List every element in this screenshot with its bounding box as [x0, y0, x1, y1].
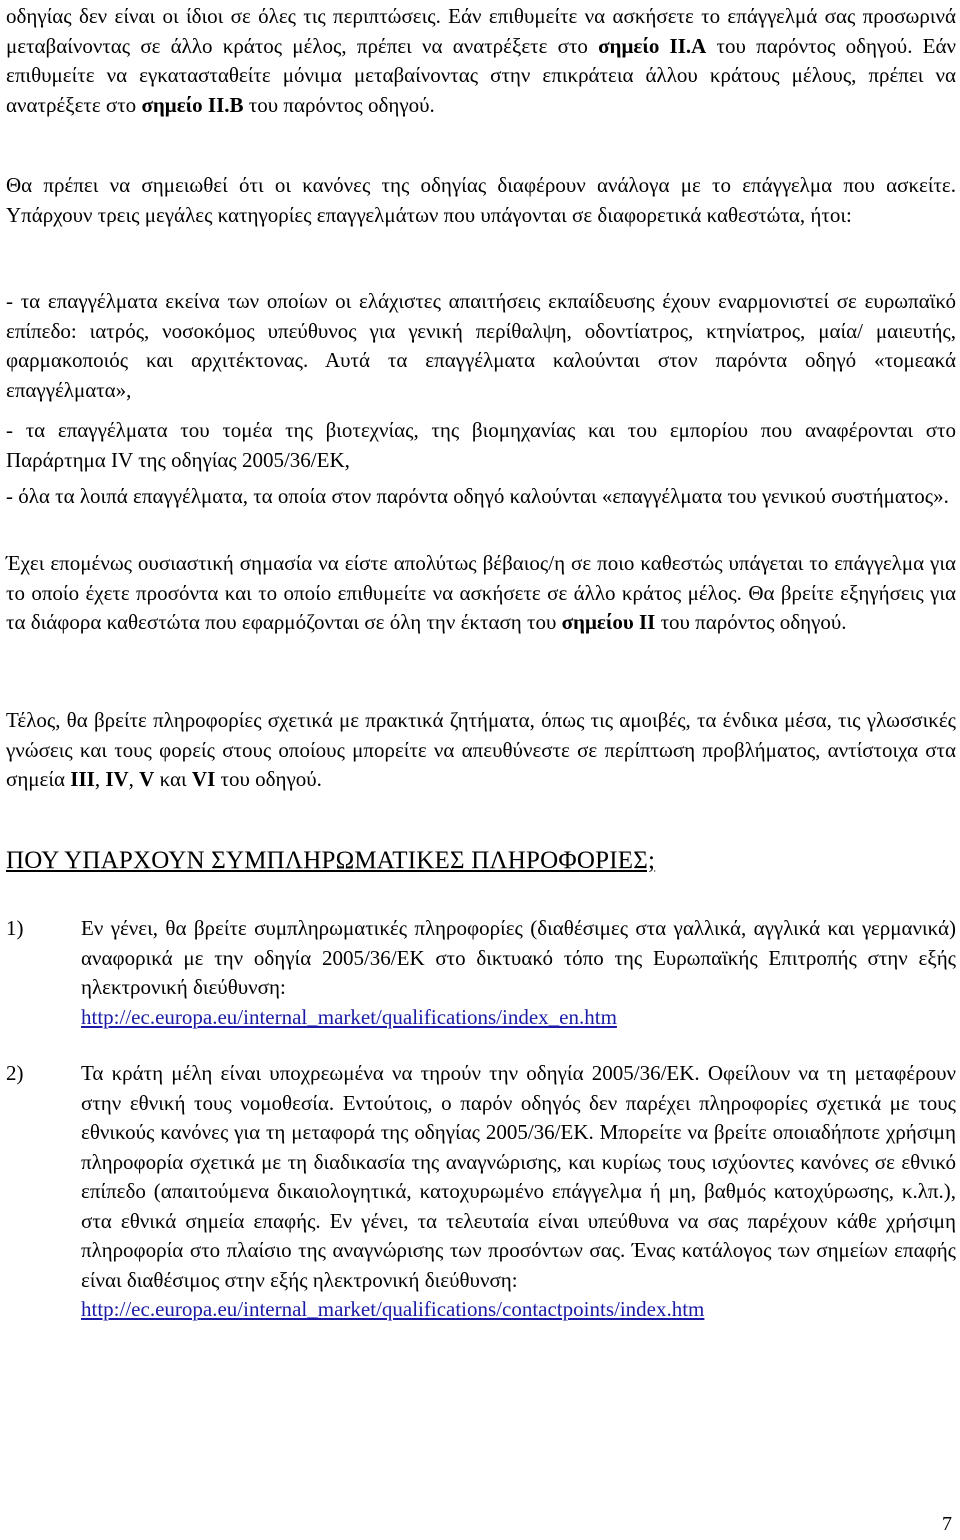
- section-ref-II: σημείου ΙΙ: [561, 610, 656, 634]
- contact-points-link[interactable]: http://ec.europa.eu/internal_market/qualifications/contactpoints/index.htm: [81, 1297, 705, 1321]
- item-number: 2): [6, 1061, 24, 1085]
- separator: και: [154, 767, 192, 791]
- category-general: [6, 482, 956, 512]
- section-heading: ΠΟΥ ΥΠΑΡΧΟΥΝ ΣΥΜΠΛΗΡΩΜΑΤΙΚΕΣ ΠΛΗΡΟΦΟΡΙΕΣ;: [6, 847, 656, 874]
- category-item: - όλα τα λοιπά επαγγέλματα, τα οποία στον παρόντα οδηγό καλούνται «επαγγέλματα του γενικού συστήματος».: [6, 484, 949, 508]
- categories-intro-paragraph: [6, 171, 956, 230]
- section-ref-III: ΙΙΙ: [70, 767, 95, 791]
- category-crafts: [6, 416, 956, 475]
- item-text: Εν γένει, θα βρείτε συμπληρωματικές πληροφορίες (διαθέσιμες στα γαλλικά, αγγλικά και γερμανικά) αναφορικά με την οδηγία 2005/36/ΕΚ στο δικτυακό τόπο της Ευρωπαϊκής Επιτροπής στην εξής ηλεκτρονική διεύθυνση:: [81, 916, 956, 999]
- practical-text-1: Τέλος, θα βρείτε πληροφορίες σχετικά με πρακτικά ζητήματα, όπως τις αμοιβές, τα ένδικα μέσα, τις γλωσσικές γνώσεις και τους φορείς στους οποίους μπορείτε να απευθύνεστε σε περίπτωση προβλήματος, αντίστοιχα στα σημεία: [6, 708, 956, 791]
- section-ref-VI: VI: [191, 767, 216, 791]
- category-sectoral: [6, 287, 956, 405]
- separator: ,: [128, 767, 140, 791]
- section-ref-IIB: σημείο ΙΙ.Β: [141, 92, 244, 117]
- section-ref-IV: IV: [105, 767, 129, 791]
- importance-text-2: του παρόντος οδηγού.: [655, 610, 847, 634]
- category-item: - τα επαγγέλματα του τομέα της βιοτεχνίας, της βιομηχανίας και του εμπορίου που αναφέρονται στο Παράρτημα IV της οδηγίας 2005/36/ΕΚ,: [6, 418, 956, 472]
- importance-text-1: Έχει επομένως ουσιαστική σημασία να είστε απολύτως βέβαιος/η σε ποιο καθεστώς υπάγεται το επάγγελμα για το οποίο έχετε προσόντα και το οποίο επιθυμείτε να ασκήσετε σε άλλο κράτος μέλος. Θα βρείτε εξηγήσεις για τα διάφορα καθεστώτα που εφαρμόζονται σε όλη την έκταση του: [6, 551, 956, 634]
- category-item: - τα επαγγέλματα εκείνα των οποίων οι ελάχιστες απαιτήσεις εκπαίδευσης έχουν εναρμονιστεί σε ευρωπαϊκό επίπεδο: ιατρός, νοσοκόμος υπεύθυνος για γενική περίθαλψη, οδοντίατρος, κτηνίατρος, μαία/ μαιευτής, φαρμακοποιός και αρχιτέκτονας. Αυτά τα επαγγέλματα καλούνται στον παρόντα οδηγό «τομεακά επαγγέλματα»,: [6, 289, 956, 402]
- categories-intro-text: Θα πρέπει να σημειωθεί ότι οι κανόνες της οδηγίας διαφέρουν ανάλογα με το επάγγελμα που ασκείτε. Υπάρχουν τρεις μεγάλες κατηγορίες επαγγελμάτων που υπάγονται σε διαφορετικά καθεστώτα, ήτοι:: [6, 173, 956, 227]
- intro-paragraph: [6, 2, 956, 120]
- intro-text-3: του παρόντος οδηγού.: [243, 92, 435, 117]
- item-number: 1): [6, 916, 24, 940]
- section-ref-V: V: [139, 767, 155, 791]
- qualifications-link[interactable]: http://ec.europa.eu/internal_market/qualifications/index_en.htm: [81, 1004, 617, 1029]
- page-number: 7: [942, 1513, 952, 1535]
- intro-text-1: οδηγίας δεν είναι οι ίδιοι σε όλες τις περιπτώσεις. Εάν επιθυμείτε να ασκήσετε το επάγγελμά σας προσωρινά μεταβαίνοντας σε άλλο κράτος μέλος, πρέπει να ανατρέξετε στο: [6, 4, 956, 58]
- importance-paragraph: [6, 549, 956, 638]
- section-ref-IIA: σημείο ΙΙ.Α: [598, 33, 707, 58]
- separator: ,: [94, 767, 106, 791]
- item-text: Τα κράτη μέλη είναι υποχρεωμένα να τηρούν την οδηγία 2005/36/ΕΚ. Οφείλουν να τη μεταφέρουν στην εθνική τους νομοθεσία. Εντούτοις, ο παρόν οδηγός δεν παρέχει πληροφορίες σχετικά με τους εθνικούς κανόνες για τη μεταφορά της οδηγίας 2005/36/ΕΚ. Μπορείτε να βρείτε οποιαδήποτε χρήσιμη πληροφορία σχετικά με τη διαδικασία της αναγνώρισης, και κυρίως τους ισχύοντες κανόνες σε εθνικό επίπεδο (απαιτούμενα δικαιολογητικά, κατοχυρωμένο επάγγελμα ή μη, βαθμός κατοχύρωσης, κ.λπ.), στα εθνικά σημεία επαφής. Εν γένει, τα τελευταία είναι υπεύθυνα να σας παρέχουν κάθε χρήσιμη πληροφορία στο πλαίσιο της αναγνώρισης των προσόντων σας. Ένας κατάλογος των σημείων επαφής είναι διαθέσιμος στην εξής ηλεκτρονική διεύθυνση:: [81, 1061, 956, 1292]
- practical-paragraph: [6, 706, 956, 795]
- practical-text-2: του οδηγού.: [215, 767, 322, 791]
- intro-text-2: του παρόντος οδηγού. Εάν επιθυμείτε να εγκατασταθείτε μόνιμα μεταβαίνοντας στην επικράτεια άλλου κράτους μέλους, πρέπει να ανατρέξετε στο: [6, 33, 956, 117]
